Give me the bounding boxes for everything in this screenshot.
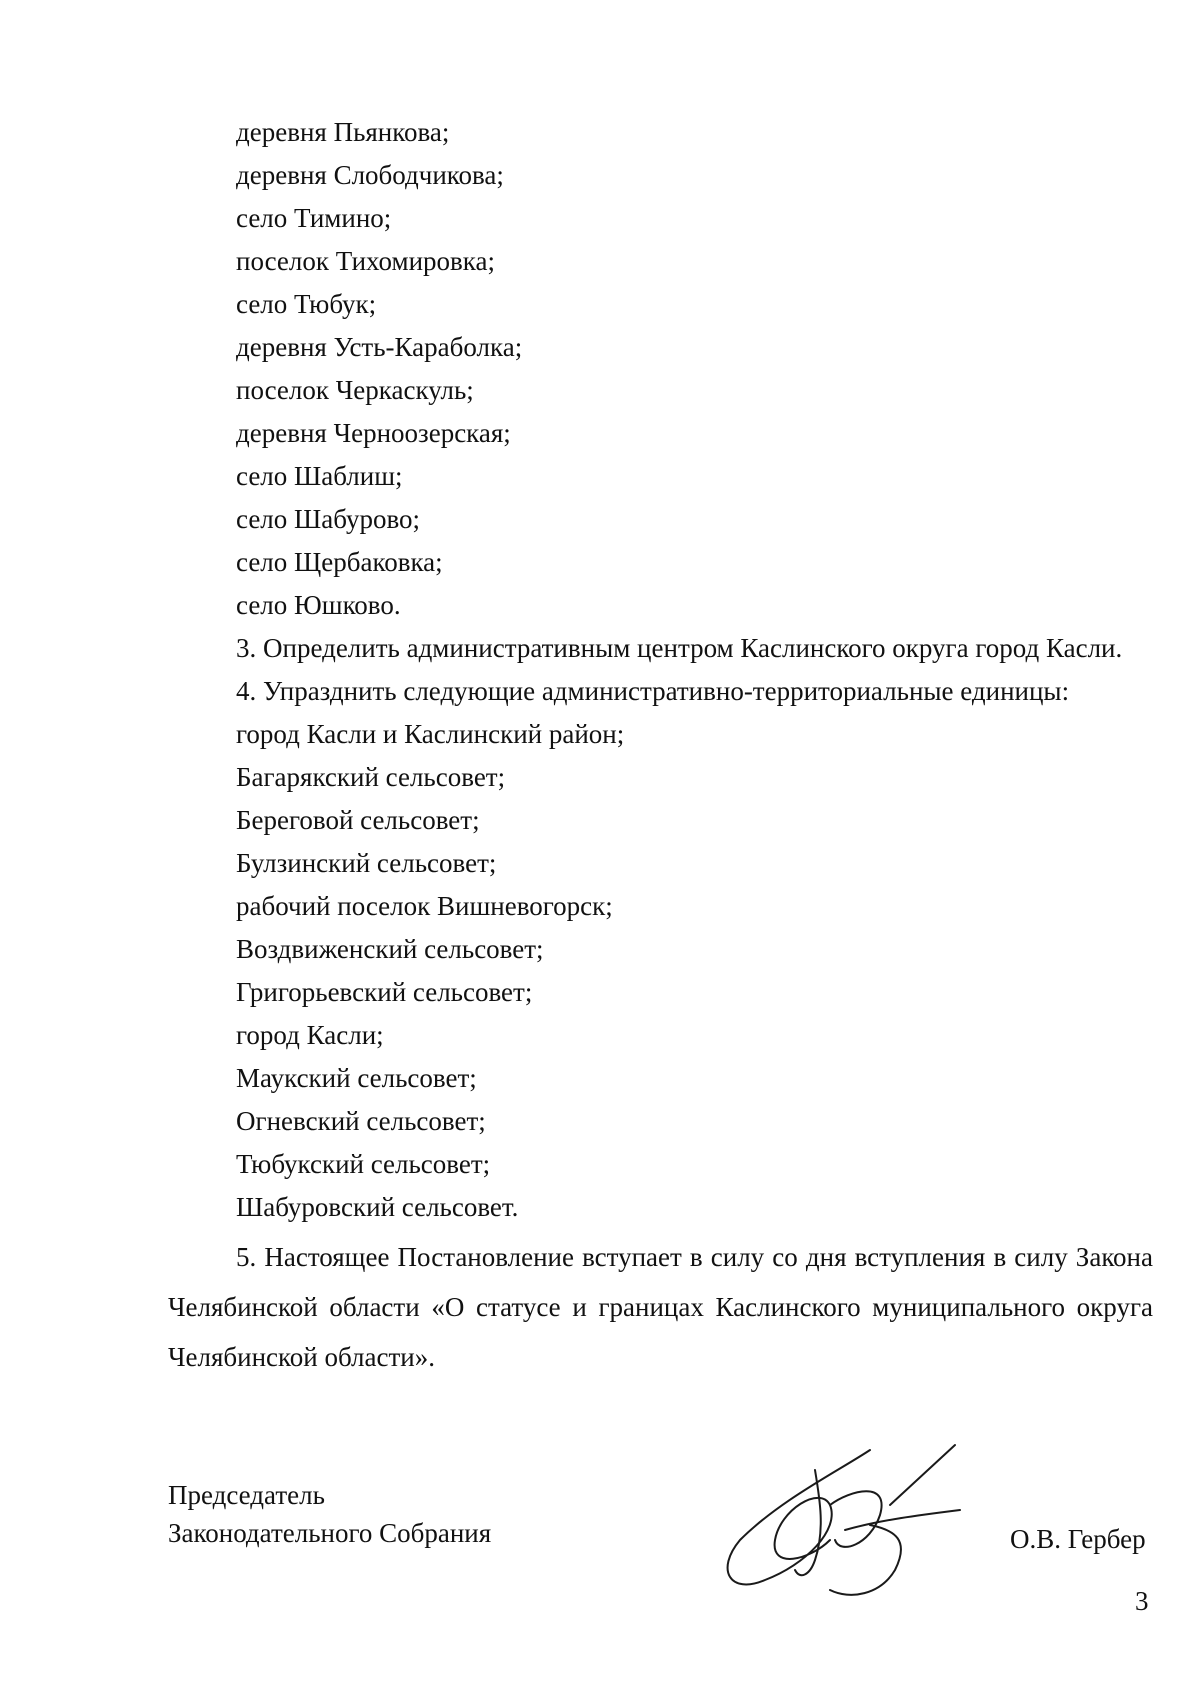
list-item: Шабуровский сельсовет. [236,1192,519,1222]
list-item: деревня Слободчикова; [236,160,504,190]
list-item: село Шабурово; [236,504,421,534]
list-item: Береговой сельсовет; [236,805,480,835]
list-item: Тюбукский сельсовет; [236,1149,491,1179]
clause-3: 3. Определить административным центром Каслинского округа город Касли. [236,633,1123,663]
list-item: поселок Черкаскуль; [236,375,474,405]
clause-4: 4. Упразднить следующие административно-территориальные единицы: [236,676,1070,706]
list-item: деревня Черноозерская; [236,418,511,448]
list-item: деревня Усть-Караболка; [236,332,523,362]
list-item: Григорьевский сельсовет; [236,977,533,1007]
list-item: поселок Тихомировка; [236,246,495,276]
clause-5: 5. Настоящее Постановление вступает в силу со дня вступления в силу Закона Челябинской области «О статусе и границах Каслинского муниципального округа Челябинской области». [168,1242,1153,1372]
list-item: село Юшково. [236,590,401,620]
handwritten-signature [720,1430,990,1605]
list-item: село Шаблиш; [236,461,403,491]
list-item: Воздвиженский сельсовет; [236,934,544,964]
list-item: село Тимино; [236,203,392,233]
list-item: Огневский сельсовет; [236,1106,486,1136]
list-item: деревня Пьянкова; [236,117,450,147]
list-item: Багарякский сельсовет; [236,762,506,792]
list-item: город Касли и Каслинский район; [236,719,625,749]
signatory-title-line1: Председатель [168,1480,325,1510]
signatory-title-line2: Законодательного Собрания [168,1518,492,1548]
list-item: село Щербаковка; [236,547,443,577]
list-item: Маукский сельсовет; [236,1063,477,1093]
list-item: село Тюбук; [236,289,377,319]
list-item: Булзинский сельсовет; [236,848,497,878]
list-item: рабочий поселок Вишневогорск; [236,891,613,921]
signatory-name: О.В. Гербер [1010,1524,1146,1554]
list-item: город Касли; [236,1020,384,1050]
page-number: 3 [1135,1586,1149,1616]
